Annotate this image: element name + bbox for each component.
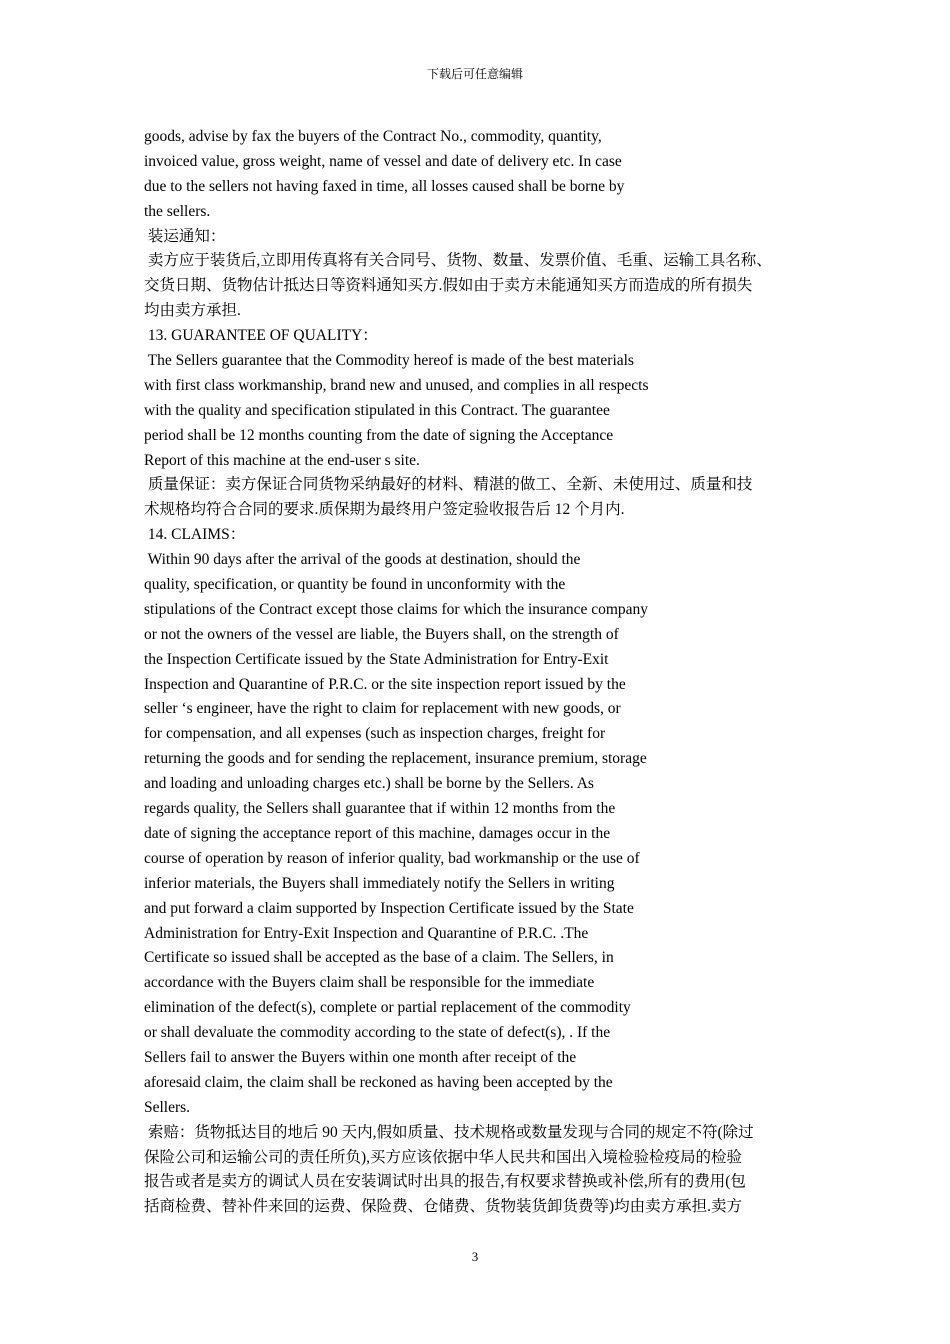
text-line: 术规格均符合合同的要求.质保期为最终用户签定验收报告后 12 个月内. [144,501,625,519]
text-line: The Sellers guarantee that the Commodity hereof is made of the best materials [144,352,634,370]
text-line: 报告或者是卖方的调试人员在安装调试时出具的报告,有权要求替换或补偿,所有的费用(包 [144,1173,746,1191]
document-body [144,125,824,1220]
text-line: 保险公司和运输公司的责任所负),买方应该依据中华人民共和国出入境检验检疫局的检验 [144,1148,743,1166]
text-line: 装运通知： [144,227,226,245]
text-line: elimination of the defect(s), complete or partial replacement of the commodity [144,999,631,1017]
text-line: Certificate so issued shall be accepted as the base of a claim. The Sellers, in [144,949,614,967]
text-line: 质量保证：卖方保证合同货物采纳最好的材料、精湛的做工、全新、未使用过、质量和技 [144,476,753,494]
text-line: 13. GUARANTEE OF QUALITY： [144,327,378,345]
text-line: 括商检费、替补件来回的运费、保险费、仓储费、货物装货卸货费等)均由卖方承担.卖方 [144,1198,743,1216]
text-line: accordance with the Buyers claim shall be responsible for the immediate [144,974,595,992]
text-line: inferior materials, the Buyers shall immediately notify the Sellers in writing [144,874,615,892]
text-line: Sellers. [144,1098,191,1116]
text-line: 14. CLAIMS： [144,526,246,544]
text-line: 索赔：货物抵达目的地后 90 天内,假如质量、技术规格或数量发现与合同的规定不符(除过 [144,1123,754,1141]
text-line: date of signing the acceptance report of this machine, damages occur in the [144,824,611,842]
text-line: with first class workmanship, brand new and unused, and complies in all respects [144,376,649,394]
text-line: seller ‘s engineer, have the right to claim for replacement with new goods, or [144,700,621,718]
text-line: Sellers fail to answer the Buyers within one month after receipt of the [144,1048,577,1066]
text-line: aforesaid claim, the claim shall be reckoned as having been accepted by the [144,1073,613,1091]
text-line: course of operation by reason of inferior quality, bad workmanship or the use of [144,849,640,867]
text-line: Inspection and Quarantine of P.R.C. or the site inspection report issued by the [144,675,626,693]
text-line: with the quality and specification stipulated in this Contract. The guarantee [144,401,610,419]
text-line: 均由卖方承担. [144,302,241,320]
text-line: the Inspection Certificate issued by the State Administration for Entry-Exit [144,650,609,668]
text-line: regards quality, the Sellers shall guarantee that if within 12 months from the [144,800,616,818]
text-line: stipulations of the Contract except those claims for which the insurance company [144,600,649,618]
text-line: goods, advise by fax the buyers of the Contract No., commodity, quantity, [144,128,602,145]
text-line: for compensation, and all expenses (such as inspection charges, freight for [144,725,606,743]
text-line: Within 90 days after the arrival of the goods at destination, should the [144,551,581,569]
text-line: Report of this machine at the end-user s site. [144,451,420,469]
text-line: or not the owners of the vessel are liable, the Buyers shall, on the strength of [144,625,619,643]
text-line: Administration for Entry-Exit Inspection and Quarantine of P.R.C. .The [144,924,589,942]
text-line: returning the goods and for sending the replacement, insurance premium, storage [144,750,647,768]
text-line: and loading and unloading charges etc.) shall be borne by the Sellers. As [144,775,594,793]
text-line: period shall be 12 months counting from the date of signing the Acceptance [144,426,614,444]
text-line: quality, specification, or quantity be found in unconformity with the [144,576,566,594]
text-line: 卖方应于装货后,立即用传真将有关合同号、货物、数量、发票价值、毛重、运输工具名称、 [144,252,772,270]
page-number: 3 [471,1249,479,1264]
text-line: invoiced value, gross weight, name of vessel and date of delivery etc. In case [144,152,622,170]
text-line: or shall devaluate the commodity according to the state of defect(s), . If the [144,1024,611,1042]
text-line: and put forward a claim supported by Inspection Certificate issued by the State [144,899,634,917]
text-line: the sellers. [144,202,211,220]
page-header: 下载后可任意编辑 [426,67,523,81]
text-line: due to the sellers not having faxed in time, all losses caused shall be borne by [144,177,625,195]
text-line: 交货日期、货物估计抵达日等资料通知买方.假如由于卖方未能通知买方而造成的所有损失 [144,277,753,295]
